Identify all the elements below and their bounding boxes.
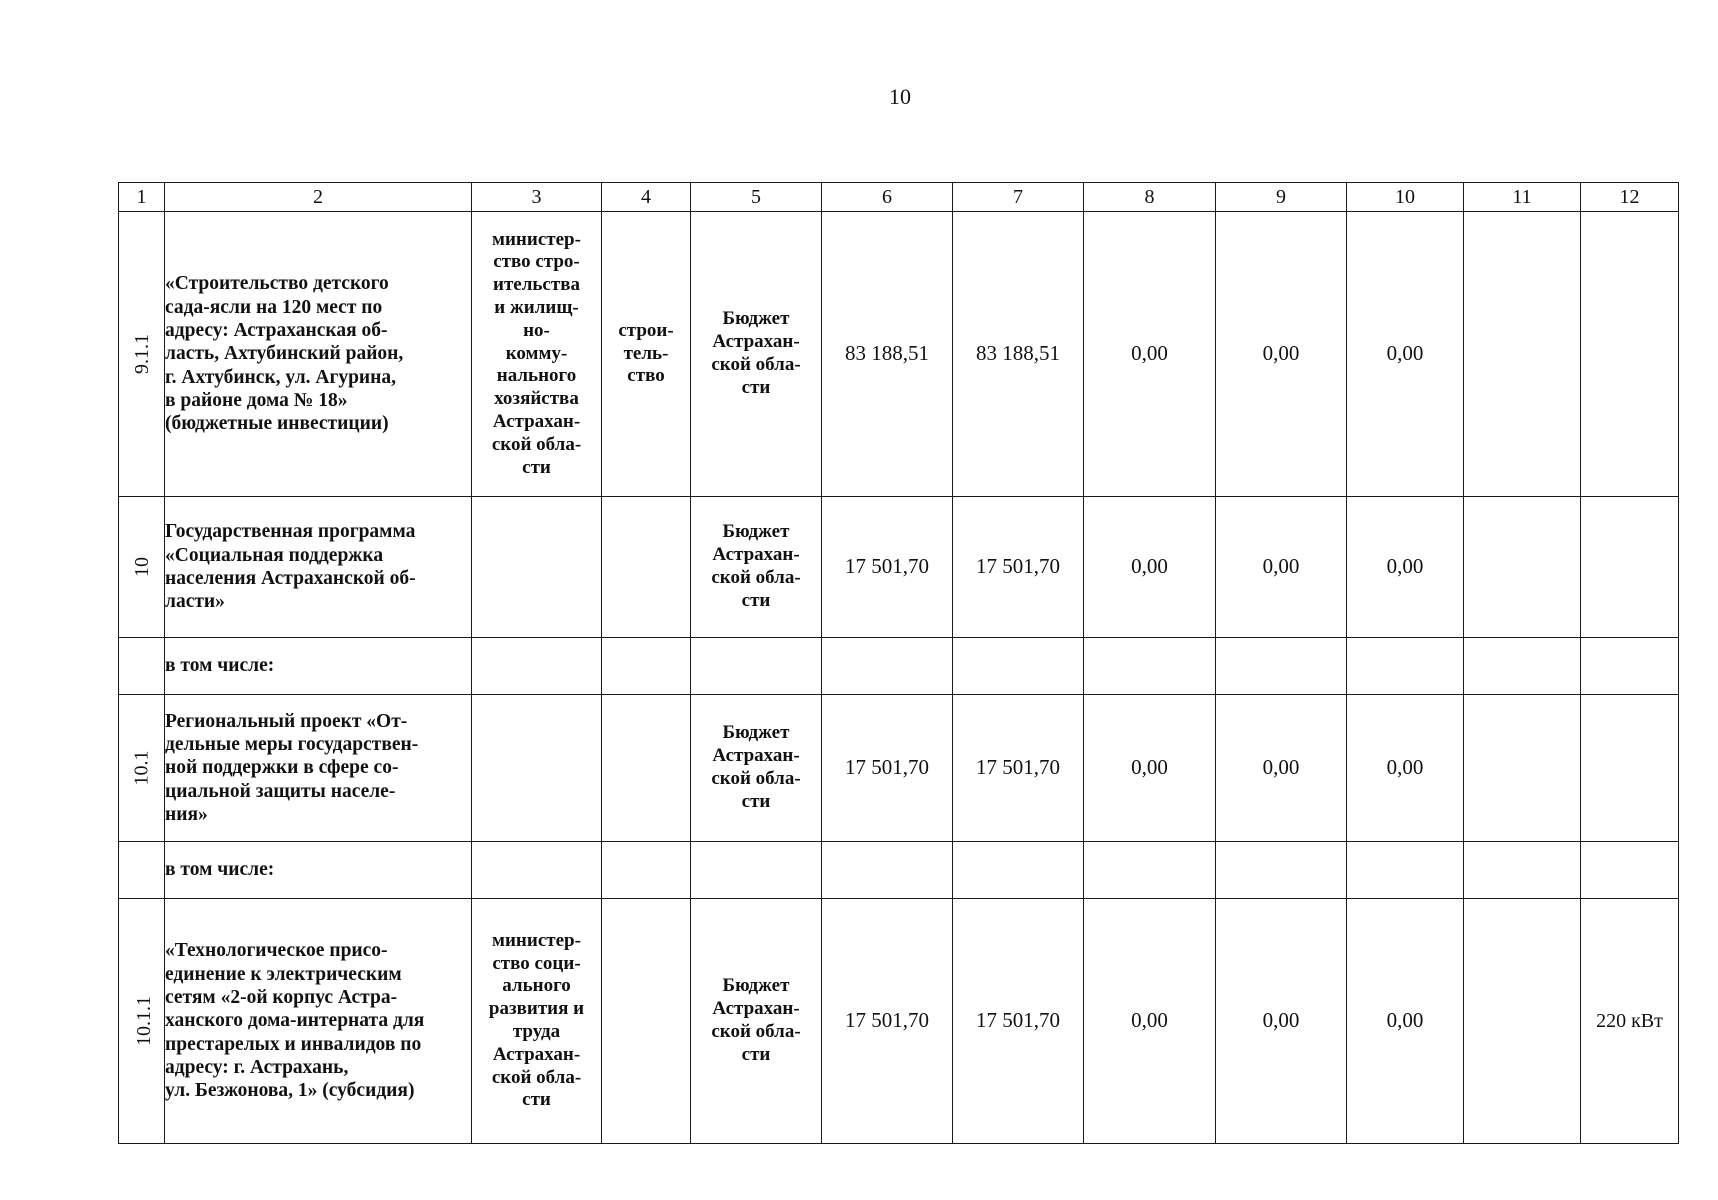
column-number-header: 4 bbox=[602, 183, 691, 212]
column-number-header: 10 bbox=[1347, 183, 1464, 212]
row-number-cell bbox=[119, 899, 165, 1144]
responsible-cell bbox=[472, 899, 602, 1144]
responsible-cell bbox=[472, 212, 602, 497]
column-number-header: 7 bbox=[953, 183, 1084, 212]
indicator-cell bbox=[1581, 842, 1679, 899]
amount-cell bbox=[1464, 695, 1581, 842]
responsible-cell bbox=[472, 842, 602, 899]
amount-cell bbox=[1216, 842, 1347, 899]
amount-cell bbox=[953, 842, 1084, 899]
amount-cell bbox=[1464, 497, 1581, 638]
amount-cell: 0,00 bbox=[1347, 212, 1464, 497]
event-name: Региональный проект «От- дельные меры государствен- ной поддержки в сфере со- циальной защиты населе- ния» bbox=[165, 710, 419, 826]
amount-cell bbox=[1216, 638, 1347, 695]
responsible-executor: министер- ство стро- ительства и жилищ- но- комму- нального хозяйства Астрахан- ской обла- сти bbox=[491, 228, 582, 478]
amount-cell: 17 501,70 bbox=[822, 899, 953, 1144]
row-number: 10 bbox=[130, 557, 153, 577]
amount-cell: 0,00 bbox=[1216, 497, 1347, 638]
column-number-header: 11 bbox=[1464, 183, 1581, 212]
amount-cell: 17 501,70 bbox=[822, 497, 953, 638]
amount-cell bbox=[822, 638, 953, 695]
source-cell bbox=[691, 899, 822, 1144]
responsible-executor: министер- ство соци- ального развития и труда Астрахан- ской обла- сти bbox=[488, 929, 585, 1111]
funding-source: Бюджет Астрахан- ской обла- сти bbox=[711, 308, 801, 398]
table-row bbox=[119, 842, 1679, 899]
program-table bbox=[118, 182, 1679, 1144]
column-number-header: 6 bbox=[822, 183, 953, 212]
amount-cell bbox=[953, 638, 1084, 695]
table-header-row bbox=[119, 183, 1679, 212]
type-cell bbox=[602, 842, 691, 899]
source-cell bbox=[691, 212, 822, 497]
row-number-cell bbox=[119, 842, 165, 899]
page-number: 10 bbox=[889, 84, 911, 109]
responsible-cell bbox=[472, 497, 602, 638]
responsible-cell bbox=[472, 695, 602, 842]
row-number: 10.1.1 bbox=[133, 996, 155, 1046]
event-name-cell bbox=[165, 212, 472, 497]
column-number-header: 8 bbox=[1084, 183, 1216, 212]
column-number-header: 3 bbox=[472, 183, 602, 212]
event-name: «Технологическое присо- единение к электрическим сетям «2-ой корпус Астра- ханского дома-интерната для престарелых и инвалидов по адресу: г. Астрахань, ул. Безжонова, 1» (субсидия) bbox=[165, 940, 425, 1102]
amount-cell bbox=[1464, 899, 1581, 1144]
row-number: 9.1.1 bbox=[130, 334, 153, 374]
table-row bbox=[119, 899, 1679, 1144]
amount-cell bbox=[1084, 638, 1216, 695]
amount-cell bbox=[1464, 212, 1581, 497]
amount-cell: 17 501,70 bbox=[953, 695, 1084, 842]
source-cell bbox=[691, 695, 822, 842]
column-number-header: 12 bbox=[1581, 183, 1679, 212]
amount-cell: 0,00 bbox=[1084, 899, 1216, 1144]
type-cell bbox=[602, 638, 691, 695]
source-cell bbox=[691, 842, 822, 899]
source-cell bbox=[691, 638, 822, 695]
column-number-header: 5 bbox=[691, 183, 822, 212]
amount-cell: 0,00 bbox=[1084, 497, 1216, 638]
amount-cell bbox=[1464, 842, 1581, 899]
event-name-cell bbox=[165, 638, 472, 695]
column-number-header: 1 bbox=[119, 183, 165, 212]
table-row bbox=[119, 212, 1679, 497]
type-cell bbox=[602, 497, 691, 638]
amount-cell: 83 188,51 bbox=[953, 212, 1084, 497]
event-name-cell bbox=[165, 842, 472, 899]
event-name-cell bbox=[165, 899, 472, 1144]
row-number: 10.1 bbox=[130, 750, 153, 786]
amount-cell: 0,00 bbox=[1347, 497, 1464, 638]
indicator-cell: 220 кВт bbox=[1581, 899, 1679, 1144]
source-cell bbox=[691, 497, 822, 638]
type-cell bbox=[602, 212, 691, 497]
event-name: «Строительство детского сада-ясли на 120 мест по адресу: Астраханская об- ласть, Ахтубинский район, г. Ахтубинск, ул. Агурина, в районе дома № 18» (бюджетные инвестиции) bbox=[165, 273, 404, 435]
including-label: в том числе: bbox=[165, 859, 275, 881]
table-row bbox=[119, 695, 1679, 842]
table-row bbox=[119, 638, 1679, 695]
amount-cell: 17 501,70 bbox=[953, 899, 1084, 1144]
amount-cell bbox=[1084, 842, 1216, 899]
funding-source: Бюджет Астрахан- ской обла- сти bbox=[711, 722, 801, 812]
including-label: в том числе: bbox=[165, 655, 275, 677]
amount-cell: 0,00 bbox=[1084, 695, 1216, 842]
indicator-cell bbox=[1581, 695, 1679, 842]
row-number-cell bbox=[119, 212, 165, 497]
amount-cell: 17 501,70 bbox=[953, 497, 1084, 638]
work-type: строи- тель- ство bbox=[618, 319, 674, 387]
column-number-header: 9 bbox=[1216, 183, 1347, 212]
event-name-cell bbox=[165, 695, 472, 842]
amount-cell: 0,00 bbox=[1216, 899, 1347, 1144]
amount-cell: 83 188,51 bbox=[822, 212, 953, 497]
amount-cell: 0,00 bbox=[1084, 212, 1216, 497]
amount-cell: 0,00 bbox=[1216, 212, 1347, 497]
indicator-cell bbox=[1581, 212, 1679, 497]
type-cell bbox=[602, 899, 691, 1144]
amount-cell bbox=[1464, 638, 1581, 695]
amount-cell bbox=[1347, 842, 1464, 899]
type-cell bbox=[602, 695, 691, 842]
responsible-cell bbox=[472, 638, 602, 695]
column-number-header: 2 bbox=[165, 183, 472, 212]
amount-cell: 0,00 bbox=[1216, 695, 1347, 842]
row-number-cell bbox=[119, 497, 165, 638]
event-name: Государственная программа «Социальная поддержка населения Астраханской об- ласти» bbox=[165, 521, 416, 613]
amount-cell: 17 501,70 bbox=[822, 695, 953, 842]
row-number-cell bbox=[119, 695, 165, 842]
amount-cell bbox=[1347, 638, 1464, 695]
amount-cell bbox=[822, 842, 953, 899]
row-number-cell bbox=[119, 638, 165, 695]
event-name-cell bbox=[165, 497, 472, 638]
table-row bbox=[119, 497, 1679, 638]
funding-source: Бюджет Астрахан- ской обла- сти bbox=[711, 975, 801, 1065]
funding-source: Бюджет Астрахан- ской обла- сти bbox=[711, 521, 801, 611]
indicator-cell bbox=[1581, 638, 1679, 695]
amount-cell: 0,00 bbox=[1347, 695, 1464, 842]
amount-cell: 0,00 bbox=[1347, 899, 1464, 1144]
indicator-cell bbox=[1581, 497, 1679, 638]
